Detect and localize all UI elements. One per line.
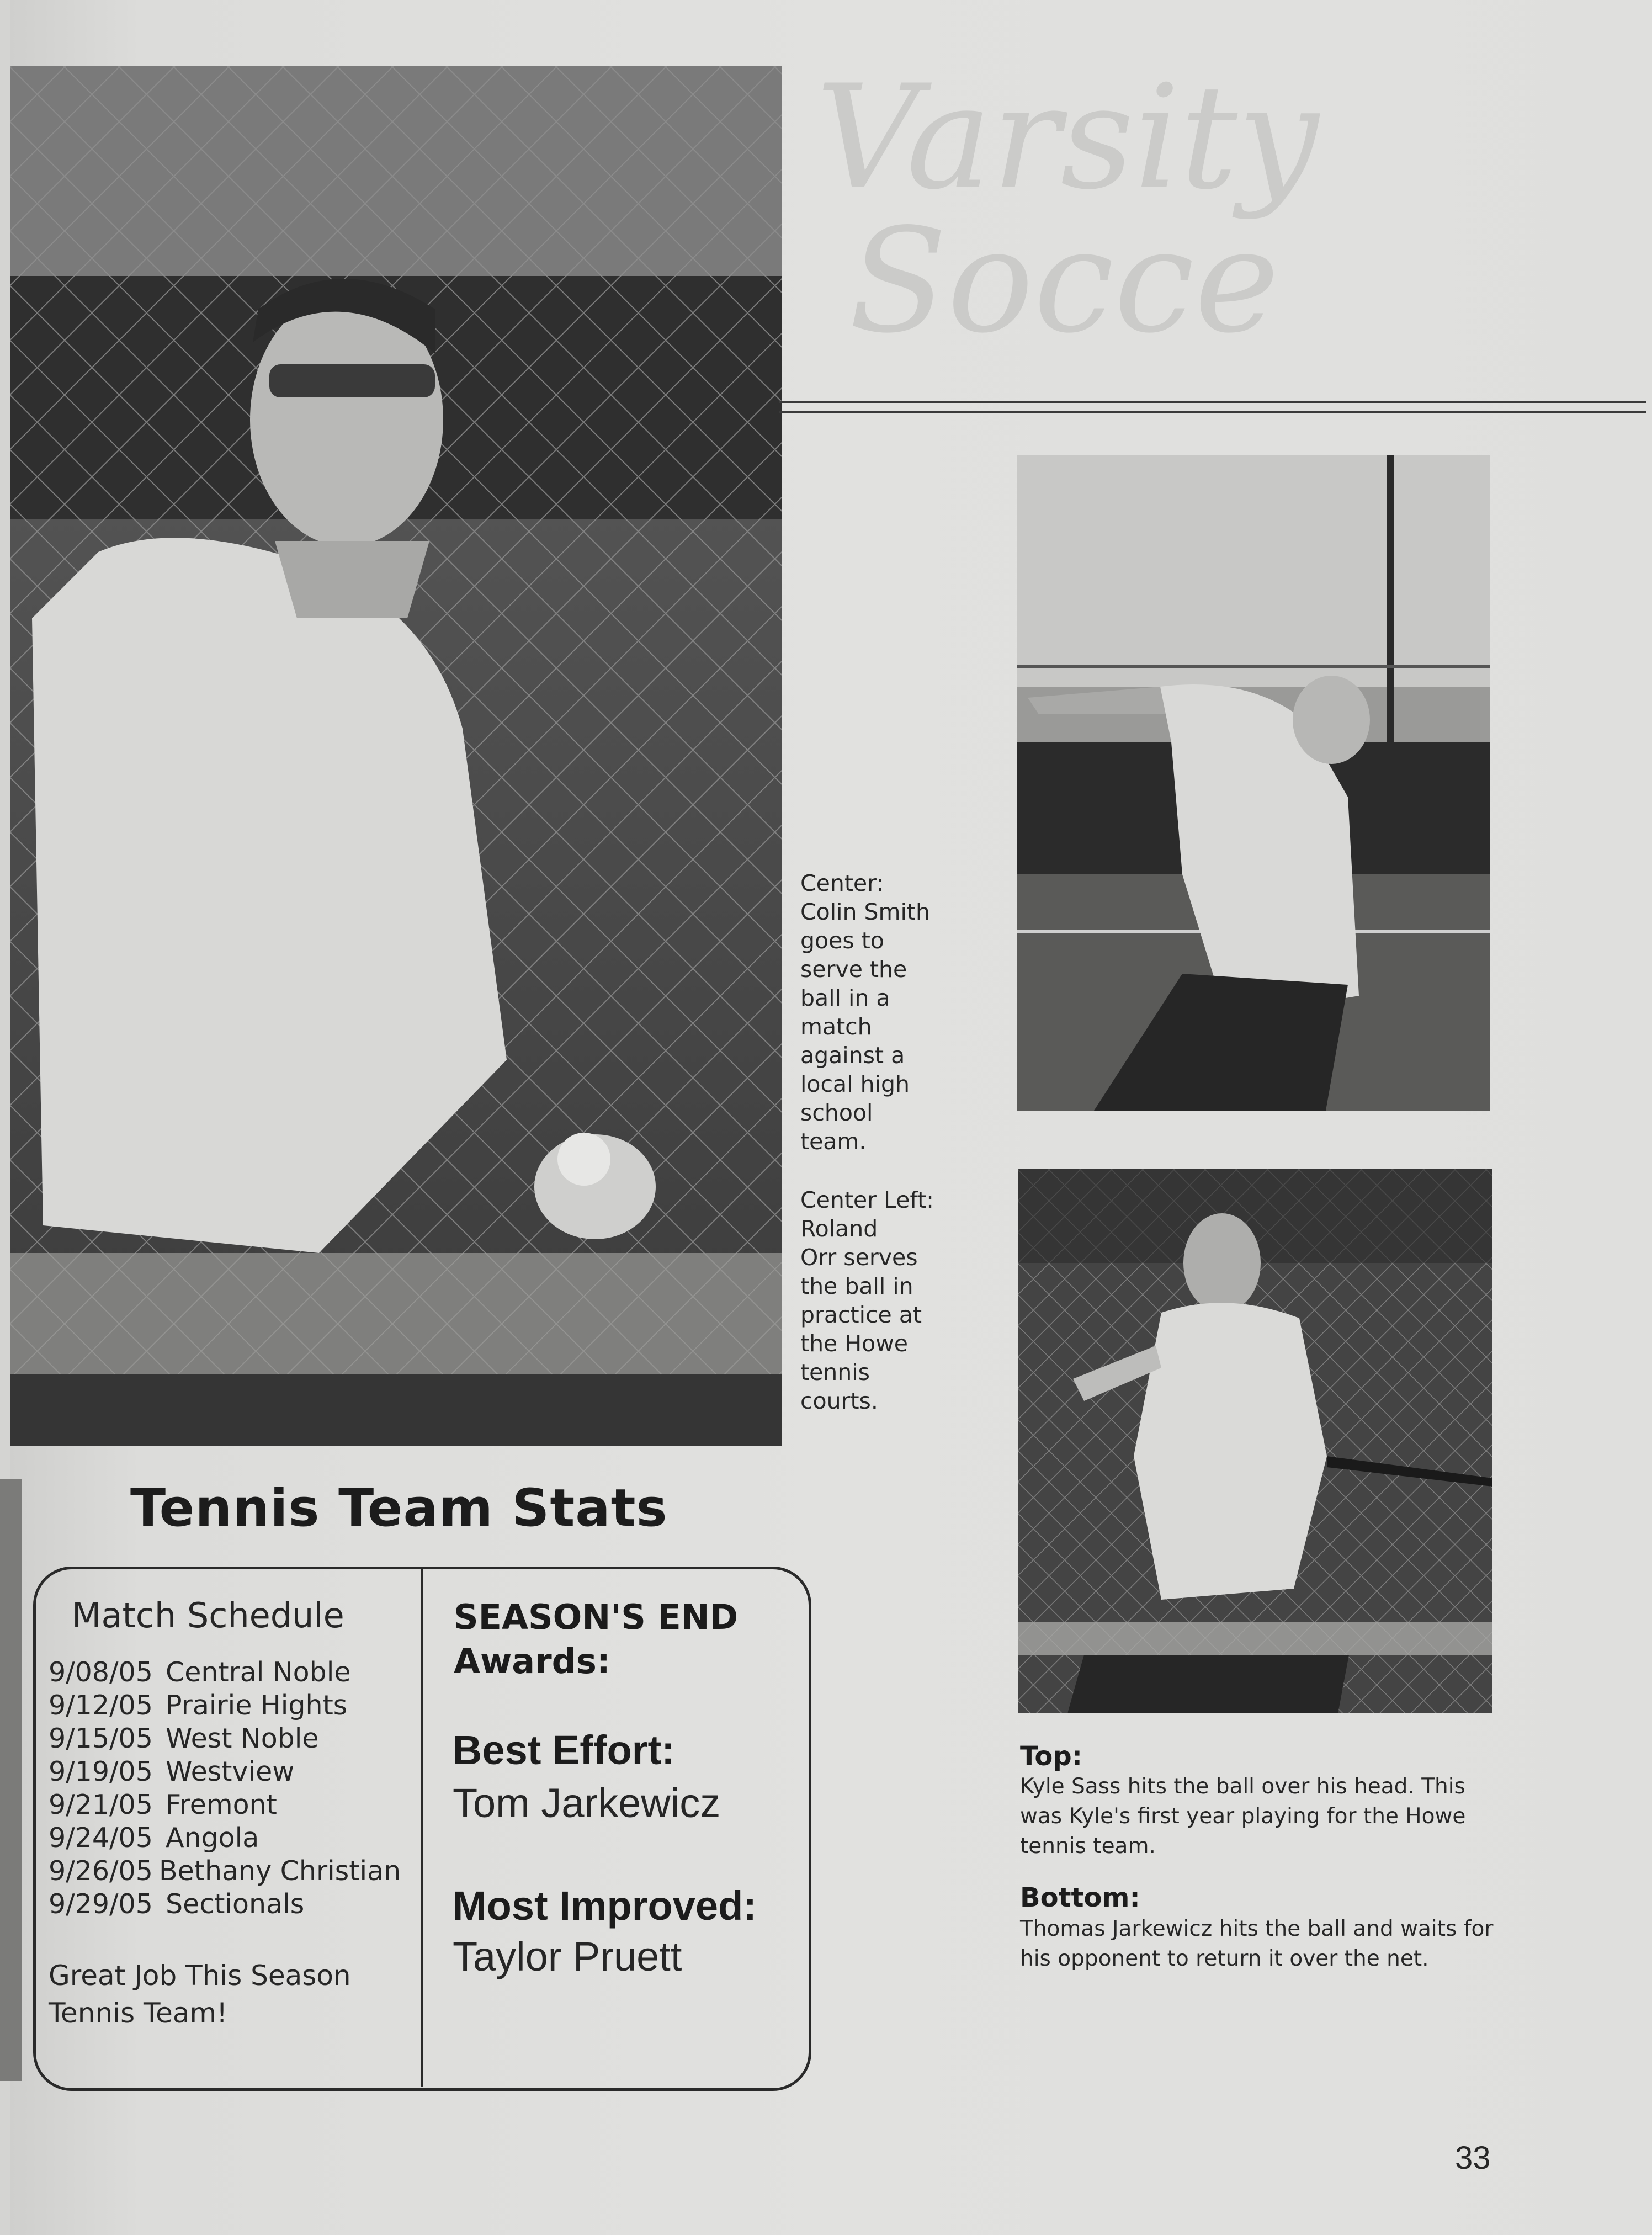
caption-center-left: Center Left: Roland Orr serves the ball in practice at the Howe tennis courts. xyxy=(800,1187,934,1414)
photo-bottom-forehand xyxy=(1018,1169,1492,1713)
schedule-opponent: Westview xyxy=(166,1756,295,1787)
photo-main-player xyxy=(10,66,782,1446)
binding-shadow xyxy=(0,1479,22,2081)
best-effort-name: Tom Jarkewicz xyxy=(453,1780,721,1826)
schedule-row xyxy=(49,1855,424,1888)
most-improved-label: Most Improved: xyxy=(453,1883,757,1929)
schedule-row xyxy=(49,1689,424,1722)
header-rule xyxy=(779,401,1646,403)
most-improved-name: Taylor Pruett xyxy=(453,1934,682,1979)
schedule-date: 9/12/05 xyxy=(49,1690,153,1721)
schedule-opponent: Angola xyxy=(166,1822,259,1854)
schedule-list xyxy=(49,1656,424,1921)
best-effort-label: Best Effort: xyxy=(453,1727,675,1773)
photo-top-image xyxy=(1017,455,1490,1111)
schedule-date: 9/08/05 xyxy=(49,1657,153,1688)
schedule-heading: Match Schedule xyxy=(72,1595,344,1636)
schedule-opponent: Bethany Christian xyxy=(159,1855,401,1887)
schedule-opponent: Sectionals xyxy=(166,1888,305,1920)
schedule-date: 9/19/05 xyxy=(49,1756,153,1787)
bleed-through-lettering: Socce xyxy=(849,198,1279,365)
caption-top-label: Top: xyxy=(1020,1741,1082,1772)
schedule-row xyxy=(49,1656,424,1689)
awards-heading xyxy=(454,1595,796,1684)
schedule-opponent: Central Noble xyxy=(166,1657,351,1688)
caption-top-text: Kyle Sass hits the ball over his head. This was Kyle's first year playing for the Howe tennis team. xyxy=(1020,1774,1466,1859)
schedule-date: 9/29/05 xyxy=(49,1888,153,1920)
stats-title: Tennis Team Stats xyxy=(130,1478,668,1538)
caption-bottom-label: Bottom: xyxy=(1020,1882,1140,1913)
header-rule xyxy=(779,411,1646,413)
awards-heading-line1: SEASON'S END xyxy=(454,1597,739,1637)
schedule-row xyxy=(49,1722,424,1755)
schedule-date: 9/15/05 xyxy=(49,1723,153,1754)
schedule-date: 9/26/05 xyxy=(49,1855,153,1887)
schedule-footer: Great Job This Season Tennis Team! xyxy=(49,1960,351,2029)
schedule-date: 9/21/05 xyxy=(49,1789,153,1820)
photo-bottom-image xyxy=(1018,1169,1492,1713)
schedule-row xyxy=(49,1822,424,1855)
page-number: 33 xyxy=(1455,2140,1491,2176)
schedule-date: 9/24/05 xyxy=(49,1822,153,1854)
caption-center: Center: Colin Smith goes to serve the ball in a match against a local high school team. xyxy=(800,870,930,1155)
caption-bottom-text: Thomas Jarkewicz hits the ball and waits for his opponent to return it over the net. xyxy=(1020,1917,1494,1971)
schedule-row xyxy=(49,1888,424,1921)
bleed-through-lettering: Varsity xyxy=(816,55,1319,221)
photo-main-image xyxy=(10,66,782,1446)
schedule-opponent: Prairie Hights xyxy=(166,1690,348,1721)
awards-heading-line2: Awards: xyxy=(454,1641,610,1681)
schedule-opponent: Fremont xyxy=(166,1789,277,1820)
photo-top-serve xyxy=(1017,455,1490,1111)
schedule-row xyxy=(49,1788,424,1822)
schedule-row xyxy=(49,1755,424,1788)
schedule-opponent: West Noble xyxy=(166,1723,319,1754)
